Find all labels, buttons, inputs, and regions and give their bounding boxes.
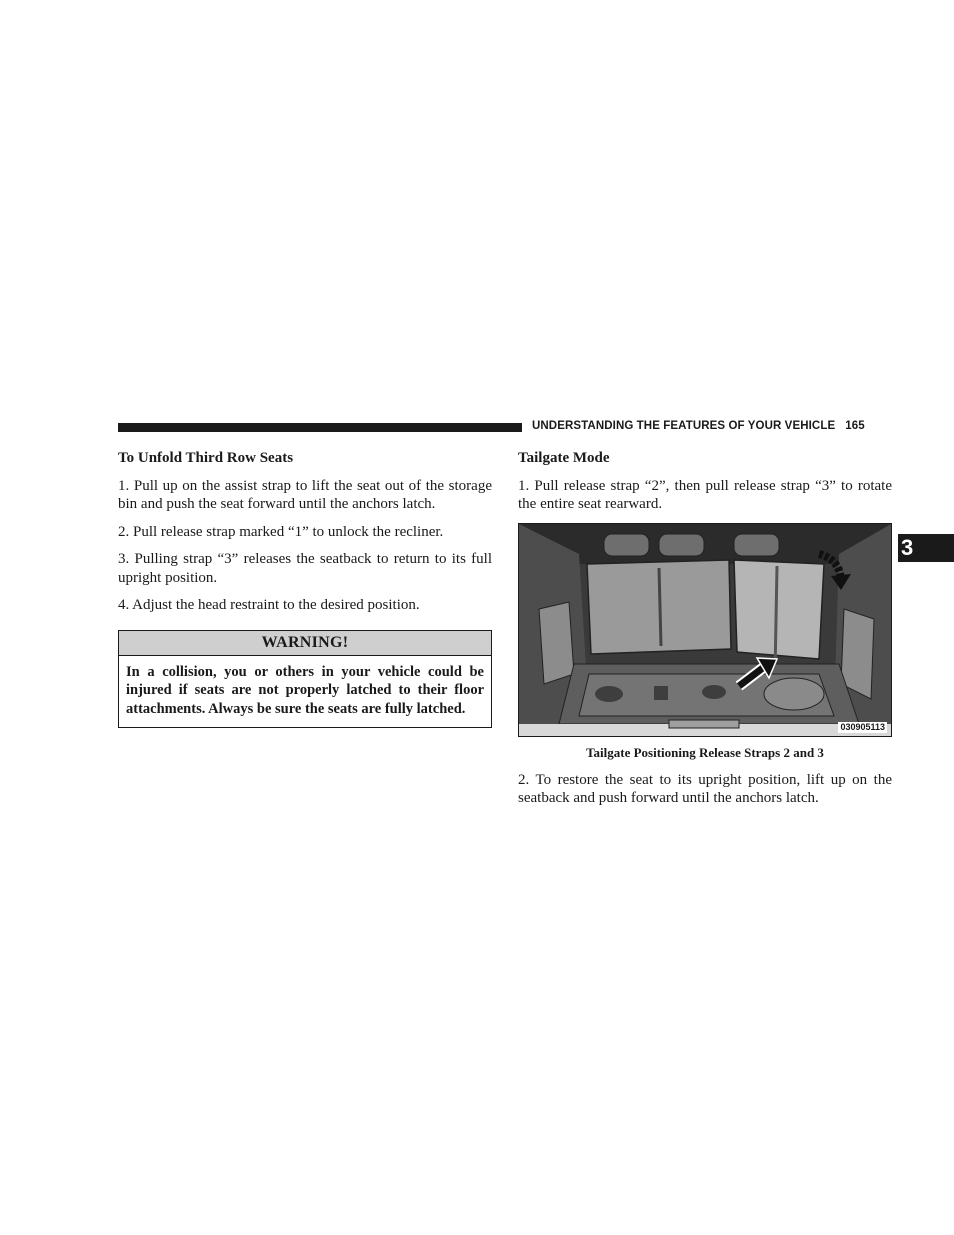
step-paragraph: 3. Pulling strap “3” releases the seatback to return to its full upright position. — [118, 551, 492, 586]
header-rule — [118, 423, 522, 432]
figure-image-code: 030905113 — [840, 721, 885, 732]
section-heading-unfold: To Unfold Third Row Seats — [118, 450, 294, 466]
warning-body: In a collision, you or others in your vehicle could be injured if seats are not properly latched to their floor attachments. Always be sure the seats are fully latched. — [126, 663, 484, 718]
warning-title: WARNING! — [119, 631, 491, 656]
cargo-area-illustration — [519, 524, 891, 736]
figure-tailgate-release-straps — [518, 523, 892, 737]
page-number: 165 — [845, 420, 865, 432]
step-paragraph: 2. Pull release strap marked “1” to unlock the recliner. — [118, 523, 444, 540]
section-heading-tailgate: Tailgate Mode — [518, 450, 610, 466]
step-paragraph: 4. Adjust the head restraint to the desired position. — [118, 597, 420, 613]
left-column — [118, 449, 492, 728]
step-paragraph: 1. Pull up on the assist strap to lift the seat out of the storage bin and push the seat forward until the anchors latch. — [118, 477, 492, 512]
step-paragraph: 1. Pull release strap “2”, then pull release strap “3” to rotate the entire seat rearward. — [518, 477, 892, 512]
running-header — [532, 420, 892, 432]
right-column — [518, 449, 892, 817]
chapter-tab: 3 — [898, 534, 954, 562]
step-paragraph: 2. To restore the seat to its upright position, lift up on the seatback and push forward until the anchors latch. — [518, 771, 892, 806]
warning-box — [118, 630, 492, 728]
section-title: UNDERSTANDING THE FEATURES OF YOUR VEHICLE — [532, 420, 836, 432]
figure-caption: Tailgate Positioning Release Straps 2 and 3 — [586, 744, 824, 760]
